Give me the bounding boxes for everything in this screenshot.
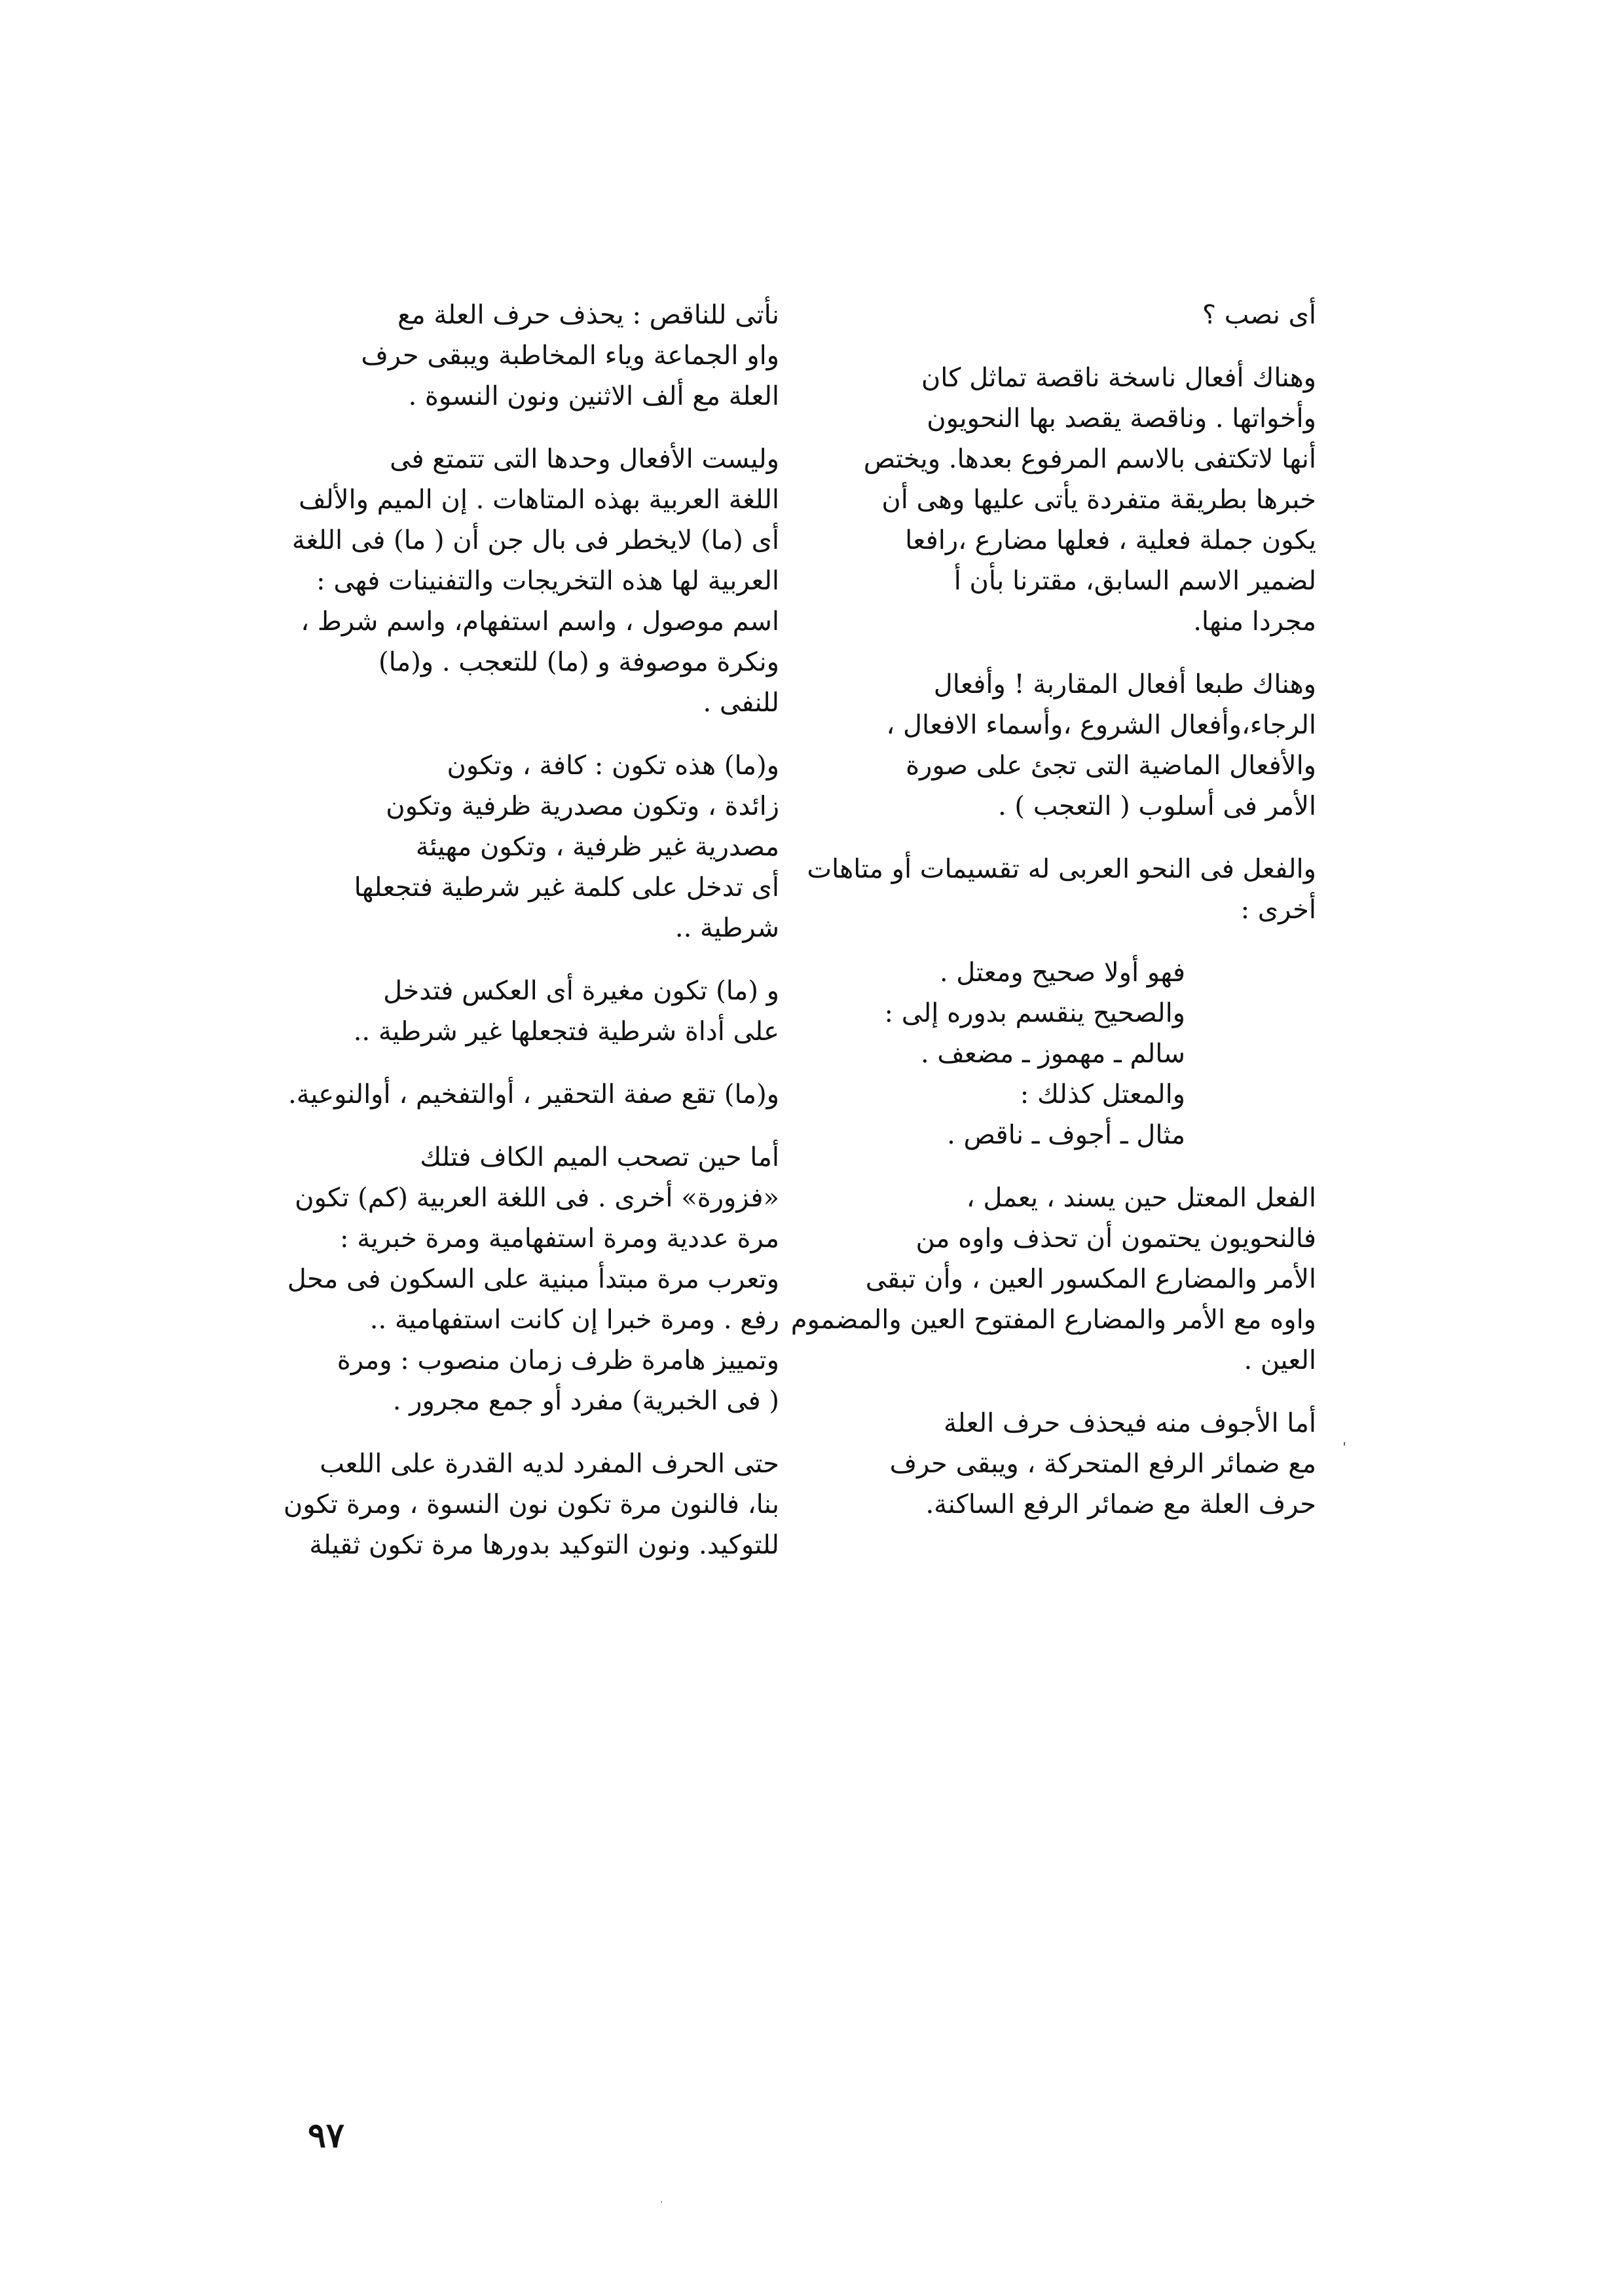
- paragraph: [790, 1178, 1316, 1381]
- text-line: اسم موصول ، واسم استفهام، واسم شرط ،: [301, 606, 779, 637]
- text-line: ( فى الخبرية) مفرد أو جمع مجرور .: [392, 1386, 779, 1416]
- text-line: أى نصب ؟: [1202, 300, 1316, 330]
- page-number: ٩٧: [308, 2116, 344, 2155]
- text-line: مثال ـ أجوف ـ ناقص .: [947, 1120, 1185, 1150]
- text-line: الرجاء،وأفعال الشروع ،وأسماء الافعال ،: [886, 710, 1316, 740]
- paragraph: [805, 295, 1316, 335]
- text-line: العين .: [1244, 1345, 1316, 1375]
- text-line: شرطية ..: [674, 913, 779, 943]
- text-line: لضمير الاسم السابق، مقترنا بأن أ: [953, 566, 1316, 596]
- paragraph: [282, 1074, 779, 1115]
- text-line: وهناك طبعا أفعال المقاربة ! وأفعال: [933, 669, 1316, 700]
- text-line: سالم ـ مهموز ـ مضعف .: [920, 1039, 1185, 1069]
- text-line: والصحيح ينقسم بدوره إلى :: [884, 998, 1185, 1028]
- paragraph: [282, 1444, 779, 1565]
- text-line: اللغة العربية بهذه المتاهات . إن الميم والألف: [299, 485, 779, 515]
- text-line: مجردا منها.: [1193, 606, 1316, 637]
- text-line: أنها لاتكتفى بالاسم المرفوع بعدها. ويختص: [863, 444, 1316, 474]
- paragraph: [282, 295, 779, 417]
- text-line: وتمييز هامرة ظرف زمان منصوب : ومرة: [337, 1345, 779, 1375]
- text-line: بنا، فالنون مرة تكون نون النسوة ، ومرة تكون: [283, 1489, 779, 1520]
- paragraph: [282, 971, 779, 1052]
- paragraph: [282, 439, 779, 723]
- paragraph: [805, 952, 1316, 1155]
- text-line: وتعرب مرة مبتدأ مبنية على السكون فى محل: [287, 1264, 779, 1294]
- text-line: أخرى :: [1240, 895, 1316, 925]
- text-line: و(ما) تقع صفة التحقير ، أوالتفخيم ، أوالنوعية.: [288, 1079, 779, 1110]
- text-line: أى (ما) لايخطر فى بال جن أن ( ما) فى اللغة: [291, 525, 779, 555]
- text-line: الأمر فى أسلوب ( التعجب ) .: [997, 791, 1316, 821]
- text-line: أما الأجوف منه فيحذف حرف العلة: [943, 1408, 1316, 1438]
- text-line: مرة عددية ومرة استفهامية ومرة خبرية :: [340, 1223, 779, 1254]
- text-line: يكون جملة فعلية ، فعلها مضارع ،رافعا: [905, 525, 1316, 555]
- text-line: واو الجماعة وياء المخاطبة ويبقى حرف: [361, 341, 779, 371]
- text-line: وليست الأفعال وحدها التى تتمتع فى: [390, 444, 779, 474]
- text-line: خبرها بطريقة متفردة يأتى عليها وهى أن: [881, 485, 1316, 515]
- left-column: [282, 295, 779, 1588]
- text-line: و (ما) تكون مغيرة أى العكس فتدخل: [383, 976, 779, 1006]
- paragraph: [282, 1137, 779, 1421]
- text-line: على أداة شرطية فتجعلها غير شرطية ..: [353, 1017, 779, 1047]
- paragraph: [805, 849, 1316, 930]
- text-line: مصدرية غير ظرفية ، وتكون مهيئة: [415, 832, 779, 862]
- text-line: للتوكيد. ونون التوكيد بدورها مرة تكون ثقيلة: [309, 1530, 779, 1560]
- text-line: واوه مع الأمر والمضارع المفتوح العين والمضموم: [790, 1305, 1316, 1335]
- text-line: و(ما) هذه تكون : كافة ، وتكون: [447, 751, 779, 781]
- text-line: فهو أولا صحيح ومعتل .: [939, 958, 1185, 988]
- text-line: ونكرة موصوفة و (ما) للتعجب . و(ما): [378, 647, 779, 677]
- text-line: حتى الحرف المفرد لديه القدرة على اللعب: [320, 1449, 779, 1479]
- text-line: للنفى .: [703, 688, 779, 718]
- text-line: والأفعال الماضية التى تجئ على صورة: [906, 751, 1316, 781]
- paragraph: [805, 664, 1316, 827]
- text-line: فالنحويون يحتمون أن تحذف واوه من: [915, 1223, 1316, 1254]
- text-line: زائدة ، وتكون مصدرية ظرفية وتكون: [386, 791, 779, 821]
- paragraph: [805, 1403, 1316, 1525]
- text-line: وأخواتها . وناقصة يقصد بها النحويون: [927, 403, 1316, 434]
- text-line: رفع . ومرة خبرا إن كانت استفهامية ..: [369, 1305, 779, 1335]
- text-line: والفعل فى النحو العربى له تقسيمات أو متاهات: [807, 854, 1316, 884]
- text-line: أى تدخل على كلمة غير شرطية فتجعلها: [354, 872, 779, 903]
- right-column: [790, 295, 1316, 1547]
- text-line: العربية لها هذه التخريجات والتفنينات فهى :: [316, 566, 779, 596]
- text-line: نأتى للناقص : يحذف حرف العلة مع: [397, 300, 779, 330]
- text-line: والمعتل كذلك :: [1020, 1079, 1185, 1110]
- text-line: مع ضمائر الرفع المتحركة ، ويبقى حرف: [889, 1449, 1316, 1479]
- text-line: وهناك أفعال ناسخة ناقصة تماثل كان: [921, 363, 1316, 393]
- stray-mark: ˈ: [1342, 1441, 1347, 1457]
- text-line: الفعل المعتل حين يسند ، يعمل ،: [966, 1183, 1316, 1213]
- paragraph: [282, 745, 779, 948]
- text-line: أما حين تصحب الميم الكاف فتلك: [420, 1142, 779, 1172]
- text-line: حرف العلة مع ضمائر الرفع الساكنة.: [925, 1489, 1316, 1520]
- text-line: العلة مع ألف الاثنين ونون النسوة .: [408, 381, 779, 411]
- text-line: «فزورة» أخرى . فى اللغة العربية (كم) تكون: [295, 1183, 779, 1213]
- paragraph: [805, 358, 1316, 642]
- text-line: الأمر والمضارع المكسور العين ، وأن تبقى: [865, 1264, 1316, 1294]
